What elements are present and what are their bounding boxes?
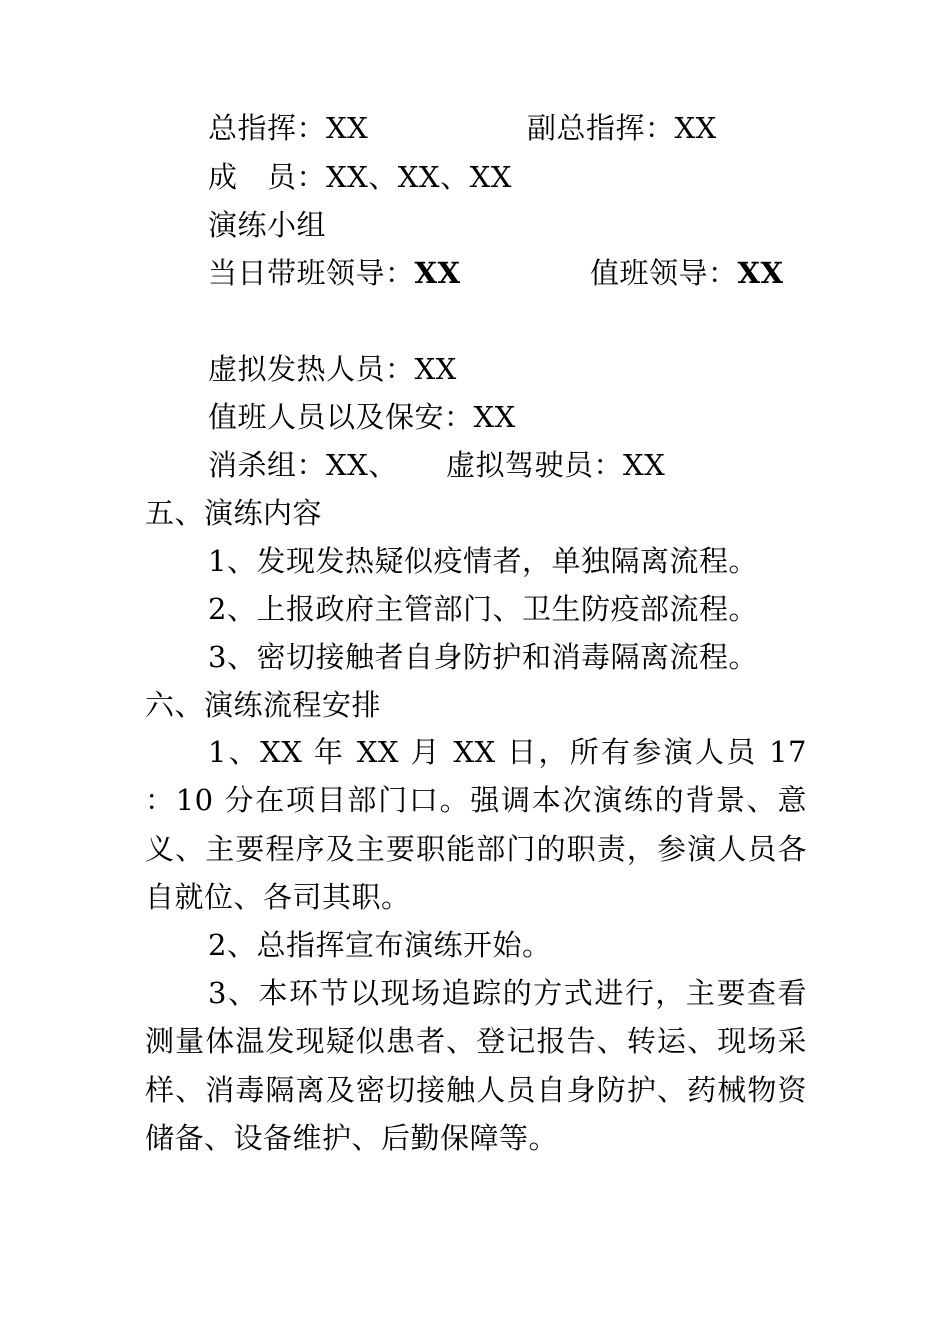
commander-line (208, 106, 368, 150)
section5-item-1: 1、发现发热疑似疫情者，单独隔离流程。 (208, 544, 758, 578)
section6-heading: 六、演练流程安排 (145, 688, 382, 722)
day-leader-line (208, 251, 461, 295)
section6-item-3: 3、本环节以现场追踪的方式进行，主要查看测量体温发现疑似患者、登记报告、转运、现场采样、消毒隔离及密切接触人员自身防护、药械物资储备、设备维护、后勤保障等。 (145, 976, 807, 1155)
section6-item-1: 1、XX 年 XX 月 XX 日，所有参演人员 17 ：10 分在项目部门口。强调本次演练的背景、意义、主要程序及主要职能部门的职责，参演人员各自就位、各司其职。 (145, 735, 807, 914)
duty-staff-line: 值班人员以及保安：XX (208, 400, 516, 434)
section5-item-2: 2、上报政府主管部门、卫生防疫部流程。 (208, 592, 758, 626)
day-leader-label: 当日带班领导： (208, 256, 415, 290)
fever-person-line: 虚拟发热人员：XX (208, 352, 457, 386)
section5-heading: 五、演练内容 (145, 496, 323, 530)
virtual-driver-line: 虚拟驾驶员：XX (446, 448, 666, 482)
group-title: 演练小组 (208, 208, 327, 242)
members-line: 成 员：XX、XX、XX (208, 160, 512, 194)
deputy-commander-text: 副总指挥：XX (527, 111, 717, 145)
section6-item-2: 2、总指挥宣布演练开始。 (208, 928, 552, 962)
disinfect-group-line: 消杀组：XX、 (208, 448, 398, 482)
duty-leader-line (590, 251, 784, 295)
duty-leader-value: XX (737, 256, 784, 290)
section5-item-3: 3、密切接触者自身防护和消毒隔离流程。 (208, 640, 758, 674)
duty-leader-label: 值班领导： (590, 256, 738, 290)
commander-text: 总指挥：XX (208, 111, 369, 145)
deputy-commander-line (527, 106, 717, 150)
day-leader-value: XX (414, 256, 461, 290)
